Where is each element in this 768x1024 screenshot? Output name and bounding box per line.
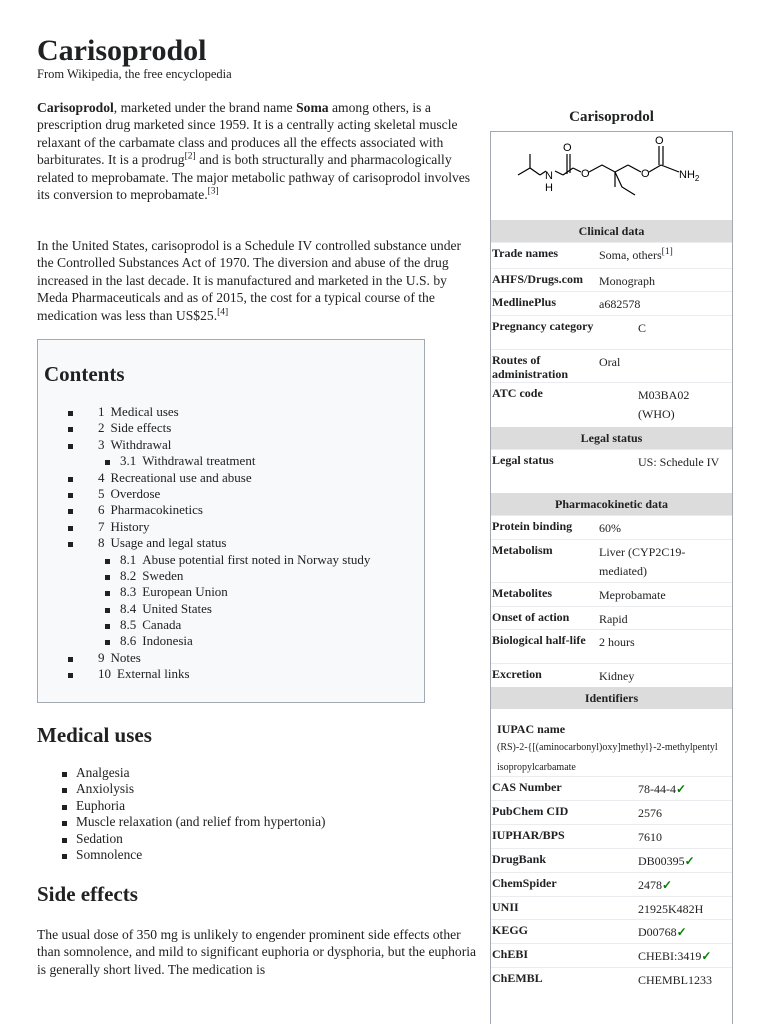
row-value: 60% [599, 521, 621, 535]
toc-label[interactable]: History [110, 518, 150, 534]
row-label[interactable]: CAS Number [492, 780, 562, 794]
row-value: Liver (CYP2C19-mediated) [599, 545, 686, 578]
row-label: Protein binding [492, 519, 573, 533]
infobox-row-routes [491, 349, 732, 383]
toc-number: 4 [98, 469, 105, 485]
infobox-row-iuphar [491, 824, 732, 849]
toc-label[interactable]: Side effects [110, 420, 172, 436]
oxygen-label: O [641, 168, 650, 180]
toc-number: 7 [98, 518, 105, 534]
row-label: Metabolism [492, 543, 553, 557]
list-item[interactable]: Sedation [37, 831, 326, 847]
infobox-section-pharmacokinetic: Pharmacokinetic data [491, 493, 732, 515]
toc-item[interactable] [38, 453, 424, 469]
reference-link[interactable]: [4] [217, 307, 229, 318]
toc-number: 10 [98, 666, 111, 682]
nitrogen-label: N [545, 170, 553, 182]
toc-item[interactable] [38, 470, 424, 486]
toc-number: 8.3 [120, 584, 137, 600]
row-label: Pregnancy category [492, 319, 594, 333]
toc-label[interactable]: Overdose [110, 485, 161, 501]
toc-label[interactable]: External links [117, 666, 190, 682]
medical-uses-list [37, 765, 326, 863]
infobox-row-drugbank [491, 848, 732, 873]
toc-number: 8.1 [120, 551, 137, 567]
check-icon: ✓ [662, 878, 673, 892]
infobox-section-legal: Legal status [491, 427, 732, 449]
check-icon: ✓ [676, 925, 687, 939]
row-label: Metabolites [492, 586, 552, 600]
row-value: Soma, others [599, 248, 662, 262]
row-label[interactable]: DrugBank [492, 852, 547, 866]
toc-item[interactable] [38, 502, 424, 518]
chemical-structure-image[interactable] [491, 132, 732, 220]
oxygen-label: O [581, 168, 590, 180]
row-label: ATC code [492, 386, 543, 400]
list-item[interactable]: Euphoria [37, 798, 326, 814]
row-value-link[interactable]: a682578 [599, 297, 641, 311]
toc-item[interactable] [38, 535, 424, 551]
infobox-row-protein-binding [491, 515, 732, 540]
toc-item[interactable] [38, 437, 424, 453]
text: In the United States, carisoprodol is a Schedule IV controlled substance under the Controlled Substances Act of 1970. The diversion and abuse of the drug increased in the last decade. It is manufactured and marketed in the U.S. by Meda Pharmaceuticals and as of 2015, the cost for a typical course of the medication was less than US$25. [37, 238, 462, 323]
infobox-row-medlineplus [491, 291, 732, 316]
reference-link[interactable]: [1] [661, 247, 673, 257]
toc-label[interactable]: Canada [142, 617, 182, 633]
toc-number: 9 [98, 649, 105, 665]
hydrogen-label: H [545, 182, 553, 194]
toc-item[interactable] [38, 486, 424, 502]
toc-label[interactable]: Withdrawal treatment [142, 453, 256, 469]
row-value-link[interactable]: 2576 [638, 806, 662, 820]
row-value-link[interactable]: CHEMBL1233 [638, 973, 713, 987]
amine-label: $NH_2$ [679, 169, 700, 183]
toc-number: 3.1 [120, 453, 137, 469]
toc-number: 8 [98, 535, 105, 551]
infobox-row-excretion [491, 663, 732, 688]
toc-number: 8.6 [120, 633, 137, 649]
tagline: From Wikipedia, the free encyclopedia [37, 67, 232, 81]
toc-label[interactable]: Sweden [142, 567, 184, 583]
toc-label[interactable]: United States [142, 600, 212, 616]
row-label[interactable]: KEGG [492, 923, 529, 937]
toc-number: 8.5 [120, 617, 137, 633]
toc-label[interactable]: Recreational use and abuse [110, 469, 252, 485]
toc-label[interactable]: Pharmacokinetics [110, 502, 203, 518]
page-title: Carisoprodol [37, 34, 207, 67]
infobox-row-chemspider [491, 872, 732, 897]
infobox-row-onset [491, 606, 732, 630]
row-label: Excretion [492, 667, 542, 681]
row-value: US: Schedule IV [638, 455, 720, 469]
toc-item[interactable] [38, 420, 424, 436]
toc-number: 8.4 [120, 600, 137, 616]
infobox-row-trade-names [491, 242, 732, 269]
iupac-label: IUPAC name [497, 722, 566, 736]
toc-label[interactable]: Usage and legal status [110, 535, 227, 551]
toc-label[interactable]: European Union [142, 584, 228, 600]
toc-number: 1 [98, 404, 105, 419]
toc-label[interactable]: Notes [110, 649, 141, 665]
row-value-link[interactable]: D00768 [638, 925, 677, 939]
toc-label[interactable]: Withdrawal [110, 436, 172, 452]
infobox-row-pubchem [491, 800, 732, 825]
toc-item[interactable] [38, 601, 424, 617]
table-of-contents [37, 339, 425, 703]
toc-label[interactable]: Medical uses [110, 404, 179, 419]
infobox-section-identifiers: Identifiers [491, 687, 732, 709]
toc-item[interactable] [38, 404, 424, 420]
section-heading-side-effects: Side effects [37, 882, 138, 906]
toc-item[interactable] [38, 633, 424, 649]
row-label[interactable]: IUPHAR/BPS [492, 828, 565, 842]
toc-title: Contents [44, 362, 125, 386]
infobox-row-ahfs [491, 268, 732, 292]
infobox-row-kegg [491, 919, 732, 944]
row-label[interactable]: UNII [492, 900, 519, 914]
infobox-row-metabolites [491, 582, 732, 607]
reference-link[interactable]: [3] [207, 186, 219, 197]
infobox-row-atc [491, 382, 732, 428]
second-paragraph [37, 237, 477, 324]
row-value-link[interactable]: DB00395 [638, 854, 685, 868]
check-icon: ✓ [701, 949, 712, 963]
toc-list [38, 404, 424, 683]
row-label: Biological half-life [492, 633, 586, 647]
toc-number: 3 [98, 436, 105, 452]
list-item[interactable]: Muscle relaxation (and relief from hypertonia) [37, 814, 326, 830]
row-label[interactable]: ChEMBL [492, 971, 543, 985]
bold-term: Carisoprodol [37, 100, 114, 115]
row-label: Trade names [492, 246, 559, 260]
toc-number: 5 [98, 485, 105, 501]
row-label: MedlinePlus [492, 295, 557, 309]
toc-item[interactable] [38, 650, 424, 666]
infobox-section-clinical: Clinical data [491, 220, 732, 242]
text: , marketed under the brand name [113, 100, 297, 115]
infobox-caption: Carisoprodol [569, 109, 654, 125]
toc-label[interactable]: Indonesia [142, 633, 193, 649]
toc-number: 2 [98, 420, 105, 436]
toc-number: 6 [98, 502, 105, 518]
list-item[interactable]: Anxiolysis [37, 781, 326, 797]
toc-item[interactable] [38, 617, 424, 633]
text: and is both structurally and pharmacologically related to meprobamate. The major metabolic pathway of carisoprodol involves its conversion to meprobamate. [37, 152, 471, 203]
check-icon: ✓ [684, 854, 695, 868]
infobox-row-chembl [491, 967, 732, 992]
toc-item[interactable] [38, 552, 424, 568]
row-value-link[interactable]: Monograph [599, 274, 655, 288]
row-value-link[interactable]: M03BA02 (WHO) [638, 388, 690, 421]
reference-link[interactable]: [2] [184, 151, 196, 162]
row-label: Routes of administration [492, 353, 569, 381]
side-effects-paragraph: The usual dose of 350 mg is unlikely to engender prominent side effects other than somnolence, and mild to significant euphoria or dysphoria, but the euphoria is generally short lived. The medication is [37, 927, 477, 977]
iupac-value: (RS)-2-{[(aminocarbonyl)oxy]methyl}-2-methylpentyl isopropylcarbamate [497, 742, 718, 773]
row-value-link[interactable]: CHEBI:3419 [638, 949, 702, 963]
row-value: Oral [599, 355, 621, 369]
row-value-link[interactable]: 2478 [638, 878, 662, 892]
infobox-row-metabolism [491, 539, 732, 583]
toc-item[interactable] [38, 584, 424, 600]
toc-item[interactable] [38, 568, 424, 584]
row-value-link[interactable]: 7610 [638, 830, 662, 844]
row-value: Rapid [599, 612, 628, 626]
row-value-link[interactable]: 21925K482H [638, 902, 704, 916]
toc-item[interactable] [38, 666, 424, 682]
infobox-row-cas [491, 776, 732, 801]
row-value-link[interactable]: Meprobamate [599, 588, 666, 602]
infobox-row-pregnancy [491, 315, 732, 350]
toc-item[interactable] [38, 519, 424, 535]
list-item[interactable]: Analgesia [37, 765, 326, 781]
section-heading-medical-uses: Medical uses [37, 723, 152, 747]
infobox-row-legal-status [491, 449, 732, 494]
check-icon: ✓ [676, 782, 687, 796]
row-label: Legal status [492, 453, 554, 467]
list-item[interactable]: Somnolence [37, 847, 326, 863]
bold-term: Soma [296, 100, 329, 115]
toc-label[interactable]: Abuse potential first noted in Norway study [142, 551, 371, 567]
row-value: 2 hours [599, 635, 635, 649]
infobox-row-half-life [491, 629, 732, 664]
infobox-row-chebi [491, 943, 732, 968]
row-label: Onset of action [492, 610, 570, 624]
row-value: Kidney [599, 669, 635, 683]
row-value: C [638, 321, 647, 335]
oxygen-label: O [655, 135, 664, 147]
infobox [490, 131, 733, 1024]
row-label[interactable]: ChemSpider [492, 876, 557, 890]
row-label[interactable]: PubChem CID [492, 804, 569, 818]
toc-number: 8.2 [120, 567, 137, 583]
infobox-row-unii [491, 896, 732, 920]
row-value-link[interactable]: 78-44-4 [638, 782, 676, 796]
row-label[interactable]: ChEBI [492, 947, 529, 961]
text: among others, is a prescription drug marketed since 1959. It is a centrally acting skeletal muscle relaxant of the carbamate class and produces all the effects associated with barbiturates. It is a prodrug [37, 100, 458, 168]
intro-paragraph [37, 99, 477, 203]
oxygen-label: O [563, 142, 572, 154]
row-label: AHFS/Drugs.com [492, 272, 583, 286]
